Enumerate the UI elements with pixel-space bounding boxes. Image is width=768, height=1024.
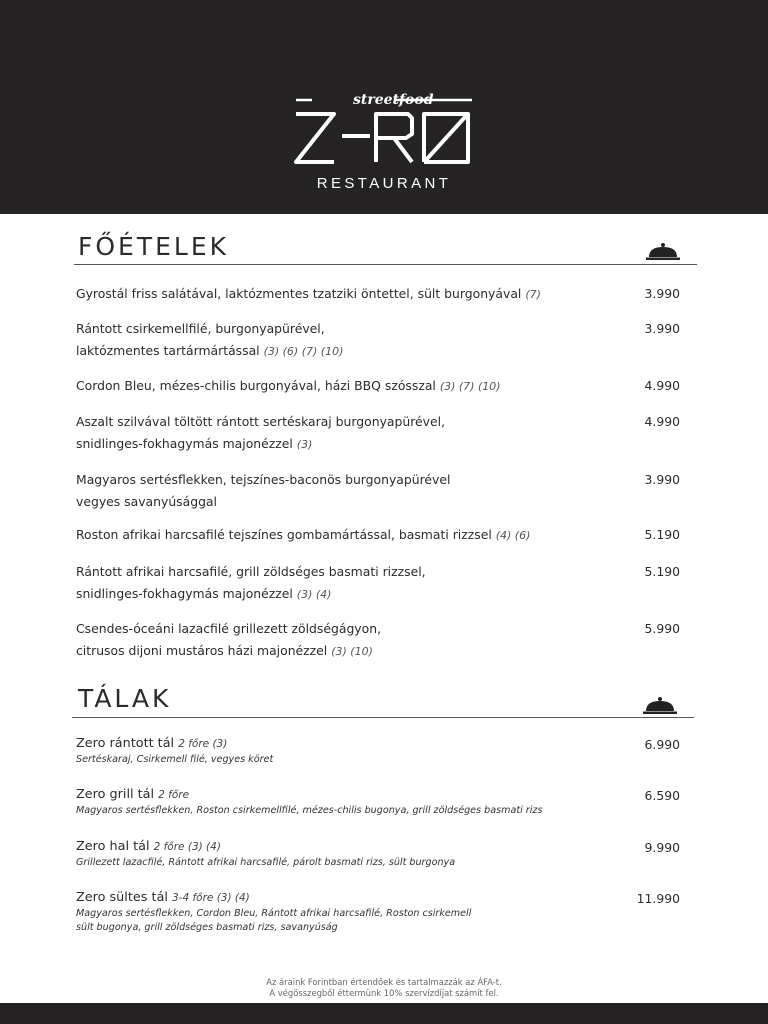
menu-item [76,375,596,397]
platter-contents-cont: sült bugonya, grill zöldséges basmati rizs, savanyúság [76,922,338,933]
section-title-platters: TÁLAK [78,684,172,713]
platter-price: 6.990 [644,737,680,752]
section-title-mains: FŐÉTELEK [78,232,230,261]
menu-item-description [76,524,596,546]
section-rule-mains [74,264,697,265]
menu-item [76,283,596,305]
dish-text: Aszalt szilvával töltött rántott sertéskaraj burgonyapürével, [76,414,446,429]
section-rule-platters [72,717,694,718]
logo-word [296,114,468,162]
menu-item-description-cont [76,491,596,513]
vat-note: Az áraink Forintban értendőek és tartalmazzák az ÁFA-t. [266,977,502,987]
menu-item [76,469,596,513]
menu-item-price: 3.990 [644,321,680,336]
dish-text: Rántott csirkemellfilé, burgonyapürével, [76,321,325,336]
menu-item-description [76,318,596,340]
cloche-icon [642,696,678,716]
allergen-codes: (3) [296,438,313,451]
menu-item-price: 3.990 [644,472,680,487]
menu-item-price: 5.190 [644,564,680,579]
menu-item-description-cont [76,640,596,662]
allergen-codes: (3) (10) [331,645,373,658]
service-charge-note: A végösszegből éttermünk 10% szervízdíjat számít fel. [269,988,499,998]
allergen-codes: (3) (6) (7) (10) [263,345,344,358]
platter-serving-note: 2 főre (3) (4) [153,841,221,853]
menu-item-description-cont [76,433,596,455]
menu-item [76,618,596,662]
menu-item [76,411,596,455]
platter-description [76,856,616,870]
menu-item-description [76,469,596,491]
platter-name: Zero sültes tál [76,890,168,905]
dish-text: Roston afrikai harcsafilé tejszínes gombamártással, basmati rizzsel [76,527,492,542]
platter-title [76,839,221,855]
platter-price: 11.990 [636,891,680,906]
platter-serving-note: 2 főre (3) [178,738,228,750]
dish-text: vegyes savanyúsággal [76,494,217,509]
menu-item-price: 5.990 [644,621,680,636]
dish-text: laktózmentes tartármártással [76,343,260,358]
platter-contents: Grillezett lazacfilé, Rántott afrikai harcsafilé, párolt basmati rizs, sült burgonya [76,857,456,868]
allergen-codes: (7) [525,288,541,301]
logo-subtitle: RESTAURANT [316,175,452,192]
dish-text: Csendes-óceáni lazacfilé grillezett zöldségágyon, [76,621,382,636]
allergen-codes: (3) (7) (10) [439,380,501,393]
platter-description [76,804,616,818]
platter-title [76,890,250,906]
footer-band [0,1003,768,1024]
menu-item-price: 3.990 [644,286,680,301]
platter-name: Zero hal tál [76,839,150,854]
menu-item [76,561,596,605]
platter-description [76,907,616,935]
platter-title [76,736,227,752]
platter-description [76,753,616,767]
platter-name: Zero rántott tál [76,736,175,751]
menu-item-description-cont [76,583,596,605]
menu-item-price: 5.190 [644,527,680,542]
menu-item-price: 4.990 [644,378,680,393]
dish-text: snidlinges-fokhagymás majonézzel [76,586,293,601]
menu-item [76,318,596,362]
zero-restaurant-logo [292,90,476,194]
menu-item-description [76,375,596,397]
platter-name: Zero grill tál [76,787,155,802]
dish-text: citrusos dijoni mustáros házi majonézzel [76,643,328,658]
menu-item-description-cont [76,340,596,362]
menu-item-description [76,411,596,433]
menu-item-description [76,618,596,640]
dish-text: Cordon Bleu, mézes-chilis burgonyával, házi BBQ szósszal [76,378,436,393]
platter-contents: Magyaros sertésflekken, Cordon Bleu, Rántott afrikai harcsafilé, Roston csirkemell [76,908,472,919]
cloche-icon [645,242,681,262]
menu-item-description [76,283,596,305]
menu-item [76,524,596,546]
allergen-codes: (4) (6) [495,529,531,542]
platter-contents: Magyaros sertésflekken, Roston csirkemellfilé, mézes-chilis bugonya, grill zöldséges basmati rizs [76,805,543,816]
menu-item-description [76,561,596,583]
platter-contents: Sertéskaraj, Csirkemell filé, vegyes köret [76,754,274,765]
dish-text: Gyrostál friss salátával, laktózmentes tzatziki öntettel, sült burgonyával [76,286,522,301]
logo-tagline: streetfood [353,92,434,108]
platter-serving-note: 2 főre [158,789,190,801]
dish-text: snidlinges-fokhagymás majonézzel [76,436,293,451]
platter-price: 9.990 [644,840,680,855]
dish-text: Magyaros sertésflekken, tejszínes-baconös burgonyapürével [76,472,451,487]
platter-serving-note: 3-4 főre (3) (4) [171,892,250,904]
platter-title [76,787,189,803]
menu-item-price: 4.990 [644,414,680,429]
platter-price: 6.590 [644,788,680,803]
allergen-codes: (3) (4) [296,588,332,601]
dish-text: Rántott afrikai harcsafilé, grill zöldséges basmati rizzsel, [76,564,426,579]
